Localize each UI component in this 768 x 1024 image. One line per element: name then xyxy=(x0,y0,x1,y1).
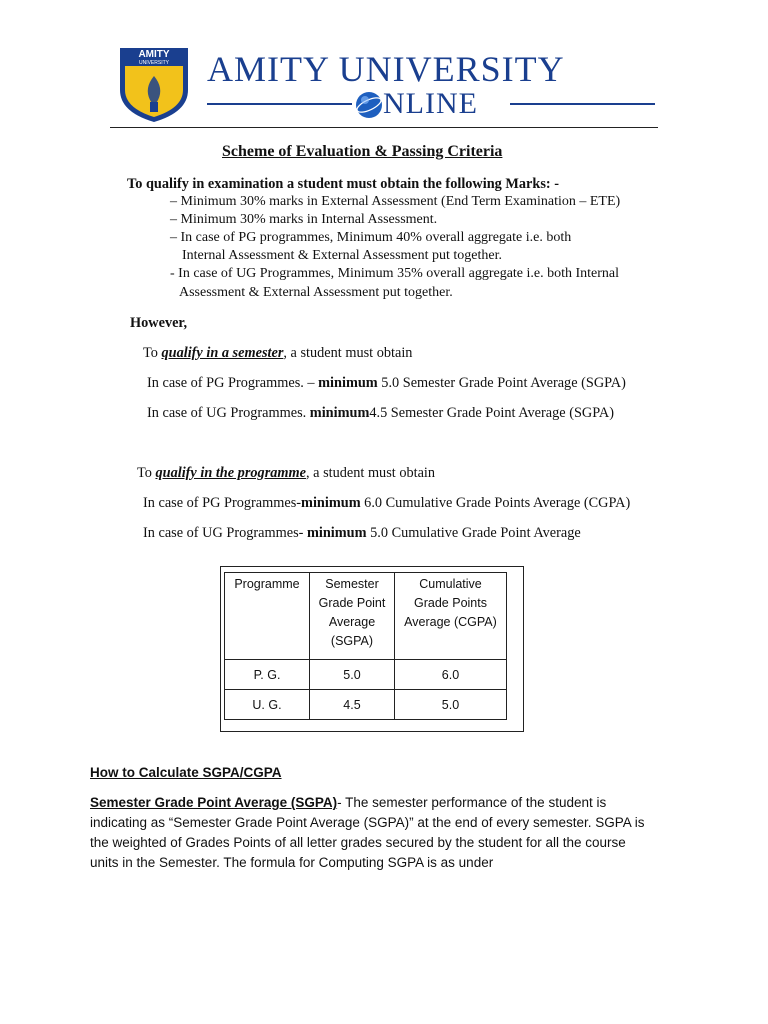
programme-pg-pre: In case of PG Programmes- xyxy=(143,495,302,511)
semester-pg-line xyxy=(147,375,626,392)
semester-qualify-line xyxy=(143,345,412,362)
header-cgpa-line-2: Grade Points xyxy=(414,596,487,610)
table-cell: P. G. xyxy=(225,660,310,690)
programme-ug-pre: In case of UG Programmes- xyxy=(143,525,307,541)
criteria-line-1: – Minimum 30% marks in External Assessment (End Term Examination – ETE) xyxy=(170,194,621,209)
programme-qualify-line xyxy=(137,465,435,482)
programme-phrase: qualify in the programme xyxy=(155,465,306,481)
header-programme-line-1: Programme xyxy=(234,577,300,591)
table-cell: 5.0 xyxy=(395,690,507,720)
sgpa-term: Semester Grade Point Average (SGPA) xyxy=(90,795,338,810)
criteria-line-2: – Minimum 30% marks in Internal Assessment. xyxy=(170,212,438,227)
semester-phrase: qualify in a semester xyxy=(161,345,284,361)
how-to-heading: How to Calculate SGPA/CGPA xyxy=(90,765,282,780)
criteria-line-6: Assessment & External Assessment put together. xyxy=(179,285,453,300)
criteria-line-5: - In case of UG Programmes, Minimum 35% overall aggregate i.e. both Internal xyxy=(170,266,620,281)
sgpa-para-line-1 xyxy=(90,795,606,810)
wordmark-line-right xyxy=(510,103,655,105)
header-sgpa-line-2: Grade Point xyxy=(318,596,386,610)
university-name: AMITY UNIVERSITY xyxy=(207,49,565,89)
semester-ug-post: 4.5 Semester Grade Point Average (SGPA) xyxy=(369,405,614,421)
sgpa-para-line-3: the weighted of Grades Points of all letter grades secured by the student for all the course xyxy=(90,835,626,850)
header-sgpa-line-1: Semester xyxy=(325,577,379,591)
document-title: Scheme of Evaluation & Passing Criteria xyxy=(222,143,503,160)
grade-point-table xyxy=(224,572,507,720)
semester-pg-pre: In case of PG Programmes. – xyxy=(147,375,319,391)
sgpa-para-line-2: indicating as “Semester Grade Point Average (SGPA)” at the end of every semester. SGPA is xyxy=(90,815,645,830)
programme-pg-post: 6.0 Cumulative Grade Points Average (CGPA) xyxy=(360,495,631,511)
programme-ug-bold: minimum xyxy=(306,525,367,541)
programme-ug-post: 5.0 Cumulative Grade Point Average xyxy=(366,525,581,541)
crest-subtext: UNIVERSITY xyxy=(138,60,170,66)
table-cell: U. G. xyxy=(225,690,310,720)
sgpa-para-line-4: units in the Semester. The formula for Computing SGPA is as under xyxy=(90,855,494,870)
programme-to: To xyxy=(137,465,156,481)
semester-to: To xyxy=(143,345,162,361)
header-sgpa-line-3: Average xyxy=(328,615,376,629)
header-programme xyxy=(225,573,310,660)
semester-rest: , a student must obtain xyxy=(283,345,413,361)
programme-ug-line xyxy=(143,525,581,542)
criteria-line-3: – In case of PG programmes, Minimum 40% overall aggregate i.e. both xyxy=(170,230,572,245)
semester-pg-post: 5.0 Semester Grade Point Average (SGPA) xyxy=(377,375,626,391)
table-row xyxy=(225,690,507,720)
crest-text: AMITY xyxy=(138,49,170,60)
header-sgpa-line-4: (SGPA) xyxy=(330,634,374,648)
header-divider xyxy=(110,127,658,128)
header-cgpa xyxy=(395,573,507,660)
table-header-row xyxy=(225,573,507,660)
table-cell: 4.5 xyxy=(310,690,395,720)
programme-rest: , a student must obtain xyxy=(306,465,436,481)
semester-pg-bold: minimum xyxy=(318,375,378,391)
wordmark-line-left xyxy=(207,103,352,105)
semester-ug-pre: In case of UG Programmes. xyxy=(147,405,310,421)
table-cell: 6.0 xyxy=(395,660,507,690)
table-cell: 5.0 xyxy=(310,660,395,690)
sgpa-line-1-text: - The semester performance of the student is xyxy=(337,795,607,810)
online-text: NLINE xyxy=(383,87,478,120)
header-cgpa-line-1: Cumulative xyxy=(419,577,482,591)
semester-ug-line xyxy=(147,405,614,422)
globe-icon xyxy=(354,90,384,120)
header-sgpa xyxy=(310,573,395,660)
criteria-line-4: Internal Assessment & External Assessment put together. xyxy=(182,248,503,263)
qualify-intro: To qualify in examination a student must obtain the following Marks: - xyxy=(127,176,560,192)
amity-crest-logo xyxy=(114,46,194,124)
online-wordmark xyxy=(207,86,655,122)
programme-pg-line xyxy=(143,495,630,512)
however-label: However, xyxy=(130,315,188,331)
programme-pg-bold: minimum xyxy=(301,495,361,511)
header-cgpa-line-3: Average (CGPA) xyxy=(404,615,497,629)
semester-ug-bold: minimum xyxy=(309,405,370,421)
table-row xyxy=(225,660,507,690)
